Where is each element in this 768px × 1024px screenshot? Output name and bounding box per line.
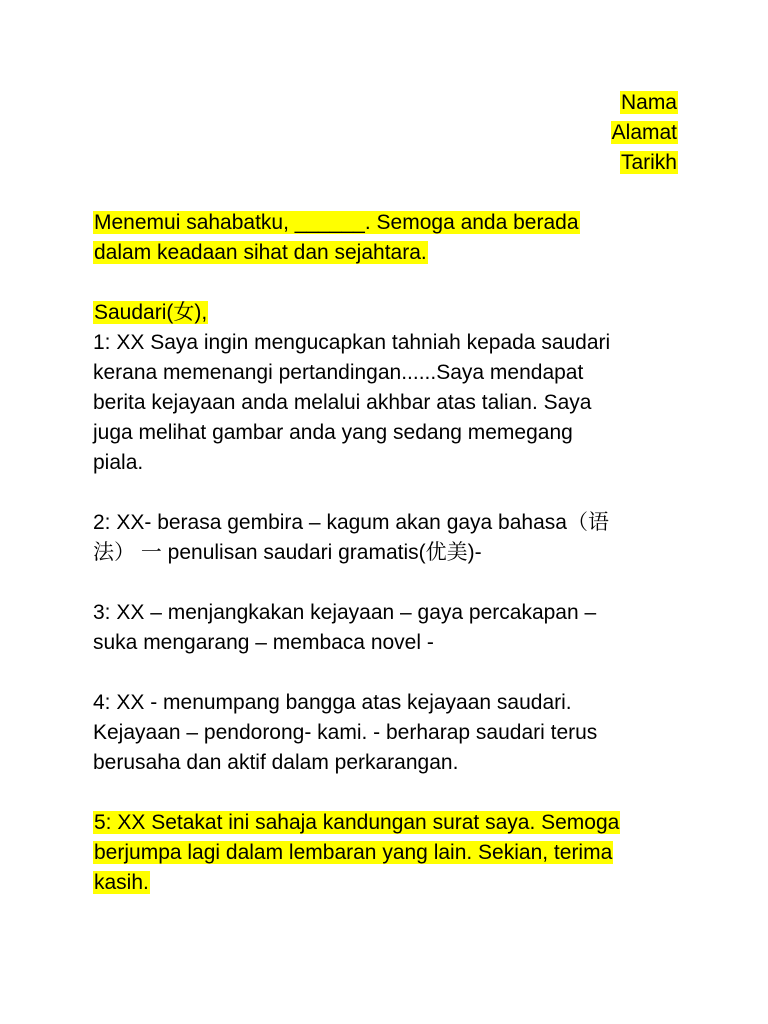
paragraph-1 bbox=[93, 328, 678, 478]
paragraph-line: kerana memenangi pertandingan......Saya mendapat bbox=[93, 361, 584, 384]
paragraph-line: 2: XX- berasa gembira – kagum akan gaya bahasa（语 bbox=[93, 511, 609, 534]
spacer bbox=[93, 178, 678, 208]
paragraph-line: 法） 一 penulisan saudari gramatis(优美)- bbox=[93, 541, 482, 564]
closing-line: berjumpa lagi dalam lembaran yang lain. Sekian, terima bbox=[94, 841, 613, 864]
greeting bbox=[93, 208, 678, 268]
paragraph-4 bbox=[93, 688, 678, 778]
paragraph-3 bbox=[93, 598, 678, 658]
sender-name: Nama bbox=[620, 91, 677, 114]
greeting-line: Menemui sahabatku, ______. Semoga anda berada bbox=[94, 211, 579, 234]
paragraph-line: 1: XX Saya ingin mengucapkan tahniah kepada saudari bbox=[93, 331, 611, 354]
closing-paragraph bbox=[93, 808, 678, 898]
paragraph-line: Kejayaan – pendorong- kami. - berharap saudari terus bbox=[93, 721, 598, 744]
salutation-block bbox=[93, 298, 678, 328]
paragraph-line: berusaha dan aktif dalam perkarangan. bbox=[93, 751, 459, 774]
paragraph-line: juga melihat gambar anda yang sedang memegang bbox=[93, 421, 573, 444]
paragraph-line: 3: XX – menjangkakan kejayaan – gaya percakapan – bbox=[93, 601, 597, 624]
greeting-line: dalam keadaan sihat dan sejahtara. bbox=[94, 241, 427, 264]
paragraph-line: suka mengarang – membaca novel - bbox=[93, 631, 434, 654]
letter-page bbox=[93, 88, 678, 898]
sender-address: Alamat bbox=[611, 121, 677, 144]
salutation: Saudari(女), bbox=[94, 301, 208, 324]
paragraph-2 bbox=[93, 508, 678, 568]
paragraph-line: 4: XX - menumpang bangga atas kejayaan saudari. bbox=[93, 691, 572, 714]
letter-date: Tarikh bbox=[620, 151, 677, 174]
closing-line: 5: XX Setakat ini sahaja kandungan surat saya. Semoga bbox=[94, 811, 620, 834]
letter-header bbox=[93, 88, 678, 178]
closing-line: kasih. bbox=[94, 871, 149, 894]
paragraph-line: piala. bbox=[93, 451, 144, 474]
paragraph-line: berita kejayaan anda melalui akhbar atas talian. Saya bbox=[93, 391, 592, 414]
